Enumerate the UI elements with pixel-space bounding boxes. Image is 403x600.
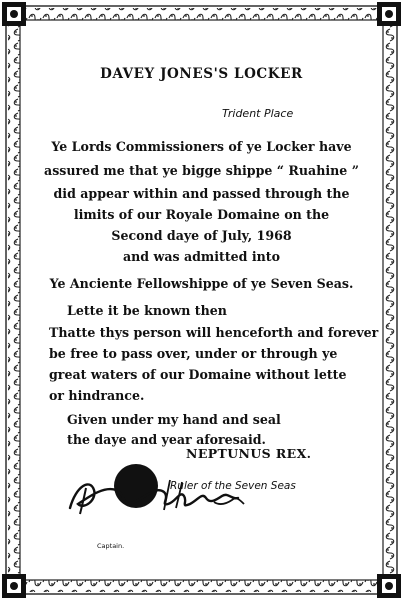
body-line: or hindrance. xyxy=(49,388,145,403)
place-line: Trident Place xyxy=(222,107,294,120)
body-line: the daye and year aforesaid. xyxy=(67,432,266,447)
document-title: DAVEY JONES'S LOCKER xyxy=(100,66,303,82)
body-line: great waters of our Domaine without lette xyxy=(49,367,347,382)
body-line: Second daye of July, 1968 xyxy=(111,228,292,243)
body-line: Ye Lords Commissioners of ye Locker have xyxy=(51,139,352,154)
signatory-name: NEPTUNUS REX. xyxy=(186,446,312,461)
body-line: Thatte thys person will henceforth and forever xyxy=(49,325,379,340)
body-line: assured me that ye bigge shippe “ Ruahine ” xyxy=(44,163,359,178)
body-line: limits of our Royale Domaine on the xyxy=(73,207,330,222)
body-line: and was admitted into xyxy=(122,249,281,264)
body-line: Given under my hand and seal xyxy=(67,412,281,427)
body-line: be free to pass over, under or through ye xyxy=(49,346,338,361)
captain-label: Captain. xyxy=(97,542,125,550)
body-line: did appear within and passed through the xyxy=(53,186,350,201)
body-line: Lette it be known then xyxy=(67,303,227,318)
fellowship-line: Ye Anciente Fellowshippe of ye Seven Seas. xyxy=(49,276,354,291)
ruler-caption: Ruler of the Seven Seas xyxy=(170,480,296,492)
